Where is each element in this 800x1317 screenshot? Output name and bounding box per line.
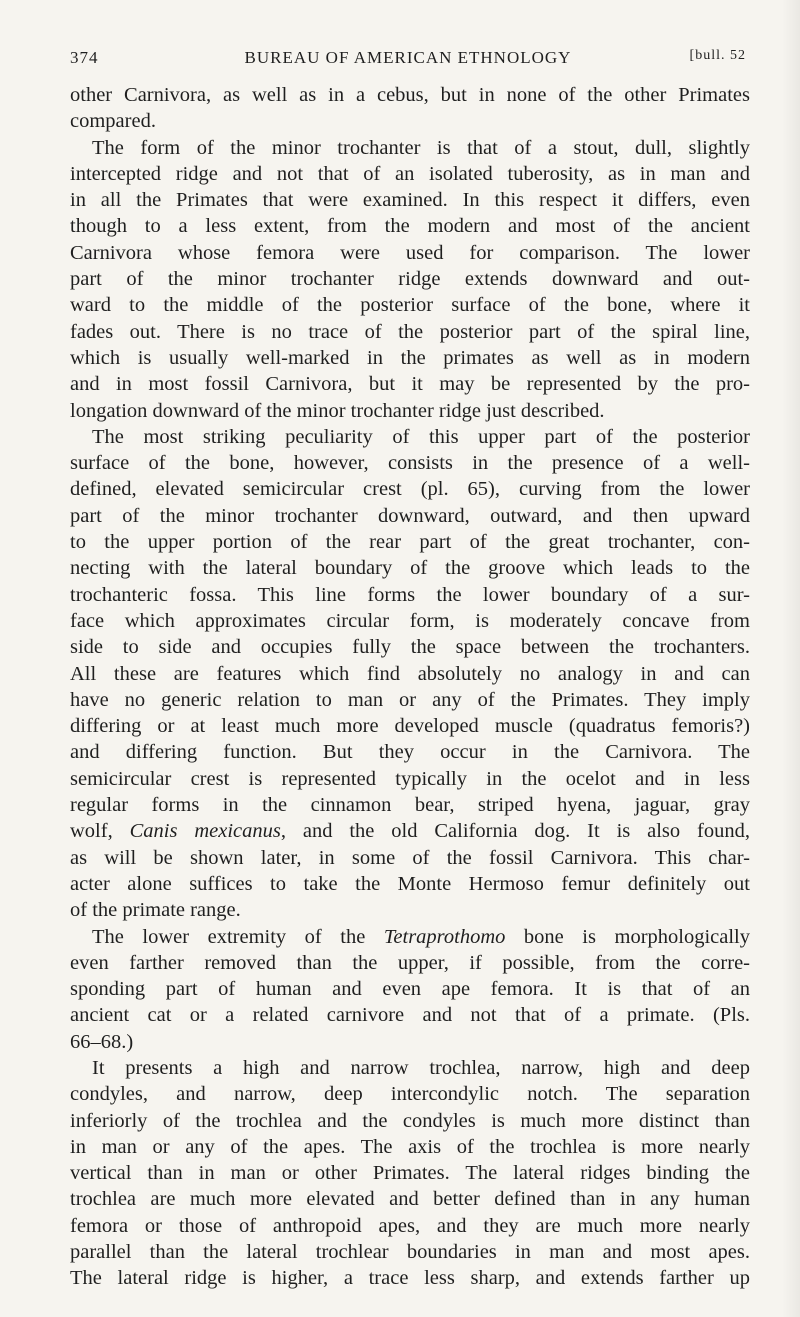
- text-line: to the upper portion of the rear part of the great trochanter, con-: [70, 531, 750, 554]
- text-line: other Carnivora, as well as in a cebus, but in none of the other Primates: [70, 84, 750, 106]
- text-line: part of the minor trochanter ridge extends downward and out-: [70, 268, 750, 291]
- page-number: 374: [70, 48, 99, 67]
- text-line: surface of the bone, however, consists in the presence of a well-: [70, 452, 750, 475]
- body-text: [70, 82, 750, 1292]
- text-line: 66–68.): [70, 1030, 134, 1053]
- text-line: differing or at least much more developed muscle (quadratus femoris?): [70, 715, 750, 738]
- text-line: regular forms in the cinnamon bear, striped hyena, jaguar, gray: [70, 794, 750, 817]
- text-line: ancient cat or a related carnivore and not that of a primate. (Pls.: [70, 1004, 750, 1027]
- text-line: sponding part of human and even ape femora. It is that of an: [70, 978, 750, 1001]
- text-line: defined, elevated semicircular crest (pl. 65), curving from the lower: [70, 478, 750, 501]
- text-line: trochlea are much more elevated and better defined than in any human: [70, 1188, 750, 1211]
- text-line: part of the minor trochanter downward, outward, and then upward: [70, 504, 750, 527]
- running-header: [70, 48, 746, 78]
- text-line: All these are features which find absolutely no analogy in and can: [70, 662, 750, 685]
- text-line: femora or those of anthropoid apes, and they are much more nearly: [70, 1214, 750, 1237]
- text-line: Carnivora whose femora were used for comparison. The lower: [70, 241, 750, 264]
- running-title: BUREAU OF AMERICAN ETHNOLOGY: [244, 48, 572, 67]
- text-line: side to side and occupies fully the space between the trochanters.: [70, 636, 750, 659]
- text-line: longation downward of the minor trochanter ridge just described.: [70, 399, 605, 422]
- text-line: vertical than in man or other Primates. The lateral ridges binding the: [70, 1162, 750, 1185]
- text-line: and differing function. But they occur in the Carnivora. The: [70, 741, 750, 764]
- text-line: fades out. There is no trace of the posterior part of the spiral line,: [70, 320, 750, 343]
- text-line: compared.: [70, 110, 156, 133]
- text-line: The form of the minor trochanter is that of a stout, dull, slightly: [92, 136, 750, 159]
- text-line: The lower extremity of the Tetraprothomo bone is morphologically: [92, 925, 750, 948]
- text-line: even farther removed than the upper, if possible, from the corre-: [70, 951, 750, 974]
- text-line: parallel than the lateral trochlear boundaries in man and most apes.: [70, 1241, 750, 1264]
- text-line: condyles, and narrow, deep intercondylic notch. The separation: [70, 1083, 750, 1106]
- bulletin-reference: [bull. 52: [689, 48, 746, 63]
- text-line: which is usually well-marked in the primates as well as in modern: [70, 346, 750, 369]
- text-line: necting with the lateral boundary of the groove which leads to the: [70, 557, 750, 580]
- text-line: ward to the middle of the posterior surface of the bone, where it: [70, 294, 750, 317]
- text-line: of the primate range.: [70, 899, 241, 922]
- text-line: though to a less extent, from the modern and most of the ancient: [70, 215, 750, 238]
- text-line: acter alone suffices to take the Monte Hermoso femur definitely out: [70, 872, 750, 895]
- text-line: as will be shown later, in some of the fossil Carnivora. This char-: [70, 846, 750, 869]
- text-line: semicircular crest is represented typically in the ocelot and in less: [70, 767, 750, 790]
- text-line: wolf, Canis mexicanus, and the old California dog. It is also found,: [70, 820, 750, 843]
- text-line: It presents a high and narrow trochlea, narrow, high and deep: [92, 1056, 750, 1079]
- text-line: in man or any of the apes. The axis of the trochlea is more nearly: [70, 1135, 750, 1158]
- text-line: inferiorly of the trochlea and the condyles is much more distinct than: [70, 1109, 750, 1132]
- text-line: The most striking peculiarity of this upper part of the posterior: [92, 425, 750, 448]
- text-line: intercepted ridge and not that of an isolated tuberosity, as in man and: [70, 162, 750, 185]
- text-line: and in most fossil Carnivora, but it may be represented by the pro-: [70, 373, 750, 396]
- text-line: face which approximates circular form, is moderately concave from: [70, 609, 750, 632]
- text-line: The lateral ridge is higher, a trace less sharp, and extends farther up: [70, 1267, 750, 1290]
- text-line: have no generic relation to man or any of the Primates. They imply: [70, 688, 750, 711]
- text-line: in all the Primates that were examined. In this respect it differs, even: [70, 189, 750, 212]
- page-edge-shadow: [782, 0, 800, 1317]
- text-line: trochanteric fossa. This line forms the lower boundary of a sur-: [70, 583, 750, 606]
